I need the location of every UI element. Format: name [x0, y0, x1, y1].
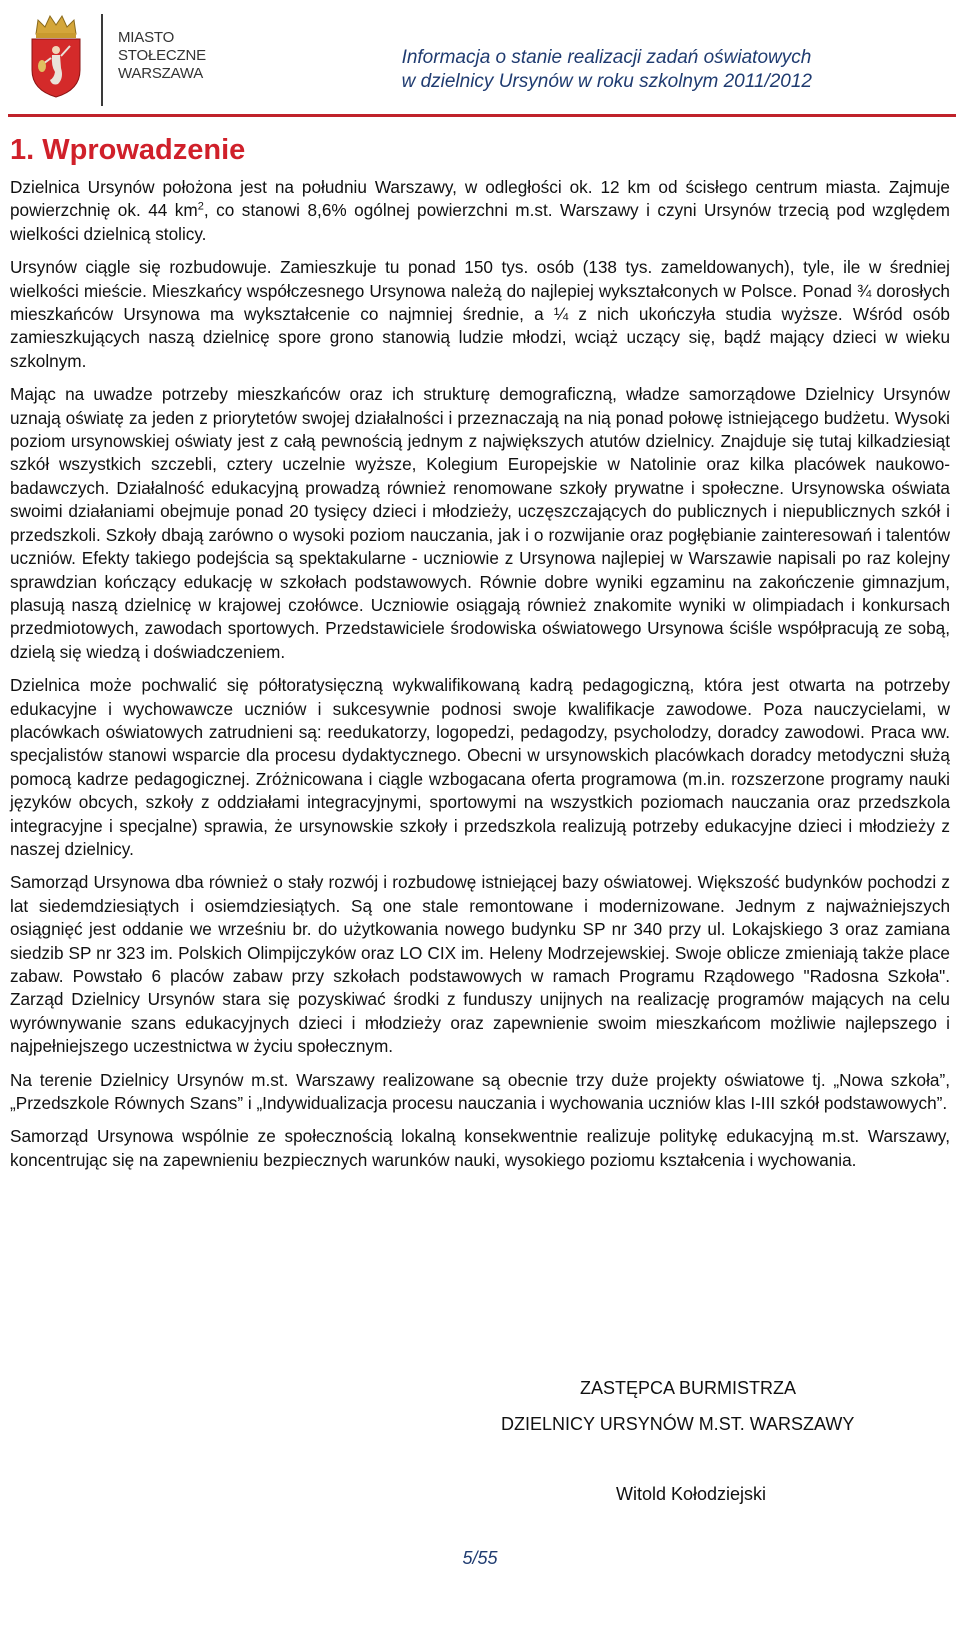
- document-body: [10, 176, 950, 1182]
- signature-title-line-1: ZASTĘPCA BURMISTRZA: [580, 1378, 797, 1398]
- paragraph-1-text-a: Dzielnica Ursynów położona jest na południu Warszawy, w odległości ok. 12 km od ścisłego centrum miasta. Zajmuje powierzchnię ok. 44 km: [10, 177, 950, 221]
- header-rule: [8, 114, 956, 117]
- logo-line-1: MIASTO: [118, 29, 175, 46]
- signature-title-line-2: DZIELNICY URSYNÓW M.ST. WARSZAWY: [501, 1414, 855, 1434]
- signature-name: Witold Kołodziejski: [616, 1484, 767, 1504]
- logo-divider: [101, 14, 103, 106]
- paragraph-4: Dzielnica może pochwalić się półtoratysięczną wykwalifikowaną kadrą pedagogiczną, która jest otwarta na potrzeby edukacyjne i wychowawcze uczniów i sukcesywnie podnosi swoje kwalifikacje zawodowe. Poza nauczycielami, w placówkach oświatowych zatrudnieni są: reedukatorzy, logopedzi, pedagodzy, psycholodzy, doradcy zawodowi. Praca ww. specjalistów stanowi wsparcie dla procesu dydaktycznego. Obecni w ursynowskich placówkach doradcy metodyczni służą pomocą kadrze pedagogicznej. Zróżnicowana i ciągle wzbogacana oferta programowa (m.in. rozszerzone programy nauki języków obcych, szkoły z oddziałami integracyjnymi, sportowymi na wszystkich poziomach nauczania oraz przedszkola integracyjne i specjalne) sprawia, że ursynowskie szkoły i przedszkola realizują potrzeby edukacyjne dzieci i młodzieży z naszej dzielnicy.: [10, 675, 950, 859]
- document-header-title: [402, 46, 812, 94]
- header-title-line-1: Informacja o stanie realizacji zadań oświatowych: [401, 47, 812, 68]
- paragraph-5: Samorząd Ursynowa dba również o stały rozwój i rozbudowę istniejącej bazy oświatowej. Większość budynków pochodzi z lat siedemdziesiątych i osiemdziesiątych. Są one stale remontowane i modernizowane. Jednym z najważniejszych osiągnięć jest oddanie we wrześniu br. do użytkowania nowego budynku SP nr 340 przy ul. Lokajskiego 3 oraz zamiana siedzib SP nr 323 im. Polskich Olimpijczyków oraz LO CIX im. Heleny Modrzejewskiej. Swoje oblicze zmieniają także place zabaw. Powstało 6 placów zabaw przy szkołach podstawowych w ramach Programu Rządowego "Radosna Szkoła". Zarząd Dzielnicy Ursynów stara się pozyskiwać środki z funduszy unijnych na realizację programów mających na celu wyrównywanie szans edukacyjnych dzieci i młodzieży oraz zapewnienie swoim mieszkańcom możliwie najlepszego i najpełniejszego uczestnictwa w życiu społecznym.: [10, 872, 950, 1057]
- paragraph-1: [10, 176, 950, 246]
- page-number: 5/55: [462, 1548, 498, 1568]
- logo-line-2: STOŁECZNE: [118, 47, 206, 64]
- paragraph-1-text-b: , co stanowi 8,6% ogólnej powierzchni m.st. Warszawy i czyni Ursynów trzecią pod względem wielkości dzielnicą stolicy.: [10, 200, 950, 244]
- logo-wordmark: [118, 29, 206, 83]
- paragraph-3: Mając na uwadze potrzeby mieszkańców oraz ich strukturę demograficzną, władze samorządowe Dzielnicy Ursynów uznają oświatę za jeden z priorytetów swojej działalności i przeznaczają na nią ponad połowę istniejącego budżetu. Wysoki poziom ursynowskiej oświaty jest z całą pewnością jednym z największych atutów dzielnicy. Znajduje się tutaj kilkadziesiąt szkół wszystkich szczebli, cztery uczelnie wyższe, Kolegium Europejskie w Natolinie oraz kilka placówek naukowo-badawczych. Działalność edukacyjną prowadzą również renomowane szkoły prywatne i społeczne. Ursynowska oświata swoimi działaniami obejmuje ponad 20 tysięcy dzieci i młodzieży, uczęszczających do publicznych i niepublicznych szkół i przedszkoli. Szkoły dbają zarówno o wysoki poziom nauczania, jak i o rozwijanie oraz pogłębianie zainteresowań i talentów uczniów. Efekty takiego podejścia są spektakularne - uczniowie z Ursynowa najlepiej w Warszawie napisali po raz kolejny sprawdzian kończący edukację w szkołach podstawowych. Równie dobre wyniki egzaminu na zakończenie gimnazjum, plasują naszą dzielnicę w krajowej czołówce. Uczniowie osiągają również znakomite wyniki w olimpiadach i konkursach przedmiotowych, zawodach sportowych. Przedstawiciele środowiska oświatowego Ursynowa ściśle współpracują ze sobą, dzielą się wiedzą i doświadczeniem.: [10, 384, 950, 662]
- paragraph-6: Na terenie Dzielnicy Ursynów m.st. Warszawy realizowane są obecnie trzy duże projekty oświatowe tj. „Nowa szkoła”, „Przedszkole Równych Szans” i „Indywidualizacja procesu nauczania i wychowania uczniów klas I-III szkół podstawowych”.: [10, 1069, 950, 1114]
- paragraph-2: Ursynów ciągle się rozbudowuje. Zamieszkuje tu ponad 150 tys. osób (138 tys. zameldowanych), tyle, ile w średniej wielkości mieście. Mieszkańcy współczesnego Ursynowa należą do najlepiej wykształconych w Polsce. Ponad ¾ dorosłych mieszkańców Ursynowa ma wykształcenie co najmniej średnie, a ¼ z nich ukończyła studia wyższe. Wśród osób zamieszkujących naszą dzielnicę spore grono stanowią ludzie młodzi, wciąż uczący się, bądź mający dzieci w wieku szkolnym.: [10, 257, 950, 371]
- paragraph-7: Samorząd Ursynowa wspólnie ze społecznością lokalną konsekwentnie realizuje politykę edukacyjną m.st. Warszawy, koncentrując się na zapewnieniu bezpiecznych warunków nauki, wysokiego poziomu kształcenia i wychowania.: [10, 1126, 950, 1170]
- superscript-2: 2: [197, 200, 204, 213]
- warsaw-coat-of-arms-icon: [28, 12, 84, 98]
- logo-line-3: WARSZAWA: [118, 65, 204, 82]
- page-header: [0, 0, 960, 120]
- header-title-line-2: w dzielnicy Ursynów w roku szkolnym 2011/2012: [401, 71, 812, 92]
- section-title: 1. Wprowadzenie: [10, 134, 246, 166]
